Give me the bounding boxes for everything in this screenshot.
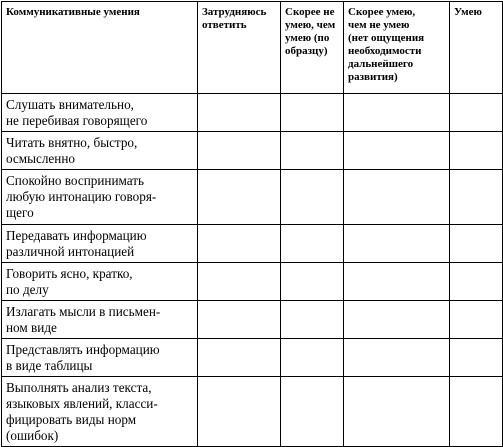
cell-rather-can[interactable] (344, 94, 450, 132)
cell-rather-cannot[interactable] (281, 301, 344, 339)
cell-can[interactable] (450, 132, 503, 170)
cell-can[interactable] (450, 170, 503, 225)
cell-rather-cannot[interactable] (281, 170, 344, 225)
cell-hard-to-answer[interactable] (198, 377, 281, 447)
cell-rather-cannot[interactable] (281, 263, 344, 301)
table-row (2, 339, 503, 377)
cell-can[interactable] (450, 339, 503, 377)
cell-can[interactable] (450, 94, 503, 132)
self-assessment-table (1, 1, 503, 447)
cell-can[interactable] (450, 301, 503, 339)
cell-rather-can[interactable] (344, 339, 450, 377)
cell-rather-cannot[interactable] (281, 94, 344, 132)
table-row (2, 132, 503, 170)
cell-rather-can[interactable] (344, 132, 450, 170)
skill-cell: Слушать внимательно, не перебивая говорящего (2, 94, 198, 132)
skill-cell: Выполнять анализ текста, языковых явлений, класси- фицировать виды норм (ошибок) (2, 377, 198, 447)
table-row (2, 263, 503, 301)
cell-rather-can[interactable] (344, 170, 450, 225)
header-rather-can: Скорее умею, чем не умею (нет ощущения необходимости дальнейшего развития) (344, 2, 450, 94)
skill-cell: Спокойно воспринимать любую интонацию говоря- щего (2, 170, 198, 225)
cell-hard-to-answer[interactable] (198, 263, 281, 301)
cell-hard-to-answer[interactable] (198, 225, 281, 263)
table-row (2, 377, 503, 447)
header-hard-to-answer: Затрудняюсь ответить (198, 2, 281, 94)
cell-can[interactable] (450, 263, 503, 301)
table-row (2, 170, 503, 225)
cell-hard-to-answer[interactable] (198, 132, 281, 170)
table-row (2, 301, 503, 339)
header-rather-cannot: Скорее не умею, чем умею (по образцу) (281, 2, 344, 94)
cell-rather-can[interactable] (344, 263, 450, 301)
skill-cell: Передавать информацию различной интонацией (2, 225, 198, 263)
table-row (2, 94, 503, 132)
cell-rather-cannot[interactable] (281, 225, 344, 263)
cell-hard-to-answer[interactable] (198, 301, 281, 339)
header-skills: Коммуникативные умения (2, 2, 198, 94)
header-can: Умею (450, 2, 503, 94)
cell-hard-to-answer[interactable] (198, 339, 281, 377)
cell-can[interactable] (450, 377, 503, 447)
cell-rather-cannot[interactable] (281, 132, 344, 170)
skill-cell: Читать внятно, быстро, осмысленно (2, 132, 198, 170)
cell-rather-cannot[interactable] (281, 339, 344, 377)
cell-rather-can[interactable] (344, 301, 450, 339)
skill-cell: Говорить ясно, кратко, по делу (2, 263, 198, 301)
cell-hard-to-answer[interactable] (198, 94, 281, 132)
skill-cell: Представлять информацию в виде таблицы (2, 339, 198, 377)
cell-rather-can[interactable] (344, 225, 450, 263)
cell-can[interactable] (450, 225, 503, 263)
cell-rather-cannot[interactable] (281, 377, 344, 447)
cell-hard-to-answer[interactable] (198, 170, 281, 225)
header-row (2, 2, 503, 94)
table-row (2, 225, 503, 263)
skill-cell: Излагать мысли в письмен- ном виде (2, 301, 198, 339)
cell-rather-can[interactable] (344, 377, 450, 447)
